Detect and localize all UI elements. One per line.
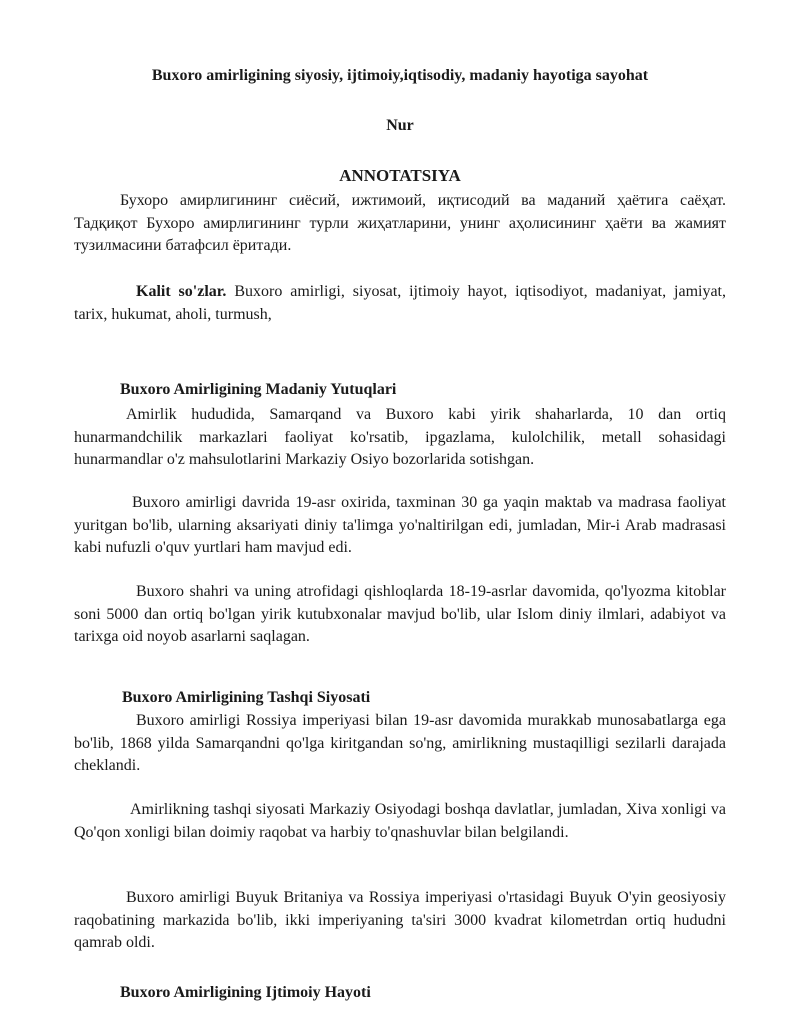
foreign-policy-paragraph-3: Buxoro amirligi Buyuk Britaniya va Rossiya imperiyasi o'rtasidagi Buyuk O'yin geosiyosiy raqobatining markazida bo'lib, ikki imperiyaning ta'siri 3000 kvadrat kilometrdan ortiq hududni qamrab oldi. — [74, 889, 726, 951]
cultural-paragraph-2: Buxoro amirligi davrida 19-asr oxirida, taxminan 30 ga yaqin maktab va madrasa faoliyat yuritgan bo'lib, ularning aksariyati diniy ta'limga yo'naltirilgan edi, jumladan, Mir-i Arab madrasasi kabi nufuzli o'quv yurtlari ham mavjud edi. — [74, 494, 726, 556]
cultural-paragraph-1: Amirlik hududida, Samarqand va Buxoro kabi yirik shaharlarda, 10 dan ortiq hunarmandchilik markazlari faoliyat ko'rsatib, ipgazlama, kulolchilik, metall sohasidagi hunarmandlar o'z mahsulotlarini Markaziy Osiyo bozorlarida sotishgan. — [74, 406, 726, 468]
section-heading-foreign-policy: Buxoro Amirligining Tashqi Siyosati — [122, 689, 371, 706]
section-heading-cultural: Buxoro Amirligining Madaniy Yutuqlari — [120, 381, 397, 398]
keywords-paragraph — [74, 281, 726, 326]
author-name: Nur — [386, 117, 414, 134]
annotation-paragraph: Бухоро амирлигининг сиёсий, ижтимоий, иқтисодий ва маданий ҳаётига саёҳат. Тадқиқот Бухоро амирлигининг турли жиҳатларини, унинг аҳолисининг ҳаёти ва жамият тузилмасини батафсил ёритади. — [74, 192, 726, 254]
keywords-text: Buxoro amirligi, siyosat, ijtimoiy hayot, iqtisodiyot, madaniyat, jamiyat, tarix, hukumat, aholi, turmush, — [74, 283, 727, 323]
annotation-heading: ANNOTATSIYA — [339, 166, 461, 185]
section-heading-social-life: Buxoro Amirligining Ijtimoiy Hayoti — [120, 984, 371, 1001]
foreign-policy-paragraph-2: Amirlikning tashqi siyosati Markaziy Osiyodagi boshqa davlatlar, jumladan, Xiva xonligi va Qo'qon xonligi bilan doimiy raqobat va harbiy to'qnashuvlar bilan belgilandi. — [74, 801, 726, 841]
cultural-paragraph-3: Buxoro shahri va uning atrofidagi qishloqlarda 18-19-asrlar davomida, qo'lyozma kitoblar soni 5000 dan ortiq bo'lgan yirik kutubxonalar mavjud bo'lib, ular Islom diniy ilmlari, adabiyot va tarixga oid noyob asarlarni saqlagan. — [74, 583, 726, 645]
foreign-policy-paragraph-1: Buxoro amirligi Rossiya imperiyasi bilan 19-asr davomida murakkab munosabatlarga ega bo'lib, 1868 yilda Samarqandni qo'lga kiritgandan so'ng, amirlikning mustaqilligi sezilarli darajada cheklandi. — [74, 712, 726, 774]
document-title: Buxoro amirligining siyosiy, ijtimoiy,iqtisodiy, madaniy hayotiga sayohat — [151, 67, 649, 84]
keywords-label: Kalit so'zlar. — [136, 283, 227, 300]
